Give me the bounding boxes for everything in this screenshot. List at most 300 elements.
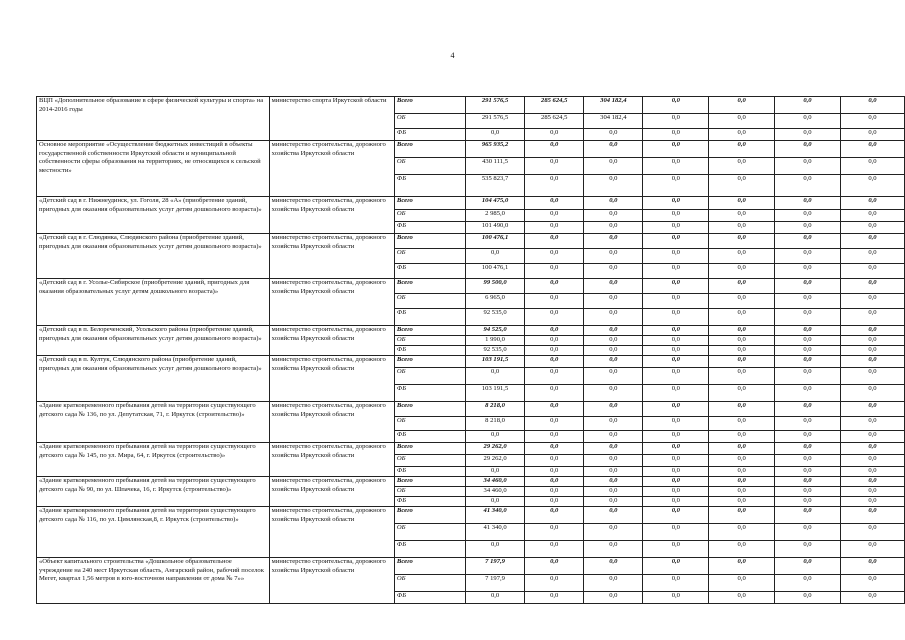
amount-cell: 0,0: [709, 368, 775, 385]
table-row: [37, 402, 905, 417]
amount-cell: 0,0: [643, 575, 709, 592]
amount-cell: 0,0: [840, 294, 904, 309]
amount-cell: 0,0: [840, 443, 904, 455]
amount-cell: 0,0: [709, 249, 775, 264]
amount-cell: 29 262,0: [466, 455, 525, 467]
amount-cell: 0,0: [709, 158, 775, 175]
amount-cell: 0,0: [775, 477, 841, 487]
amount-cell: 0,0: [775, 210, 841, 222]
amount-cell: 0,0: [775, 264, 841, 279]
amount-cell: 0,0: [643, 264, 709, 279]
funding-source-cell: Всего: [394, 279, 465, 294]
amount-cell: 0,0: [775, 249, 841, 264]
responsible-executor-cell: министерство строительства, дорожного хозяйства Иркутской области: [269, 141, 394, 197]
amount-cell: 0,0: [709, 417, 775, 431]
amount-cell: 0,0: [525, 356, 584, 368]
amount-cell: 104 475,0: [466, 197, 525, 210]
amount-cell: 0,0: [775, 114, 841, 129]
amount-cell: 0,0: [643, 455, 709, 467]
amount-cell: 0,0: [525, 129, 584, 141]
amount-cell: 0,0: [643, 402, 709, 417]
funding-source-cell: Всего: [394, 507, 465, 524]
amount-cell: 0,0: [584, 385, 643, 402]
amount-cell: 0,0: [584, 541, 643, 558]
amount-cell: 0,0: [840, 264, 904, 279]
amount-cell: 0,0: [840, 97, 904, 114]
program-name-cell: «Здание кратковременного пребывания детей на территории существующего детского сада № 90, по ул. Шпачека, 16, г. Иркутск (строительство)»: [37, 477, 270, 507]
program-name-cell: «Здание кратковременного пребывания детей на территории существующего детского сада № 145, по ул. Мира, 64, г. Иркутск (строительство)»: [37, 443, 270, 477]
amount-cell: 0,0: [709, 279, 775, 294]
amount-cell: 0,0: [775, 158, 841, 175]
amount-cell: 0,0: [584, 497, 643, 507]
program-name-cell: «Детский сад в п. Белореченский, Усольского района (приобретение зданий, пригодных для оказания образовательных услуг детям дошкольного возраста)»: [37, 326, 270, 356]
amount-cell: 0,0: [584, 234, 643, 249]
amount-cell: 0,0: [525, 368, 584, 385]
amount-cell: 0,0: [840, 309, 904, 326]
amount-cell: 34 460,0: [466, 477, 525, 487]
amount-cell: 0,0: [709, 477, 775, 487]
amount-cell: 0,0: [466, 467, 525, 477]
amount-cell: 0,0: [525, 336, 584, 346]
amount-cell: 0,0: [775, 455, 841, 467]
amount-cell: 0,0: [709, 141, 775, 158]
table-row: [37, 356, 905, 368]
responsible-executor-cell: министерство строительства, дорожного хозяйства Иркутской области: [269, 558, 394, 604]
amount-cell: 0,0: [525, 431, 584, 443]
table-row: [37, 326, 905, 336]
amount-cell: 0,0: [525, 326, 584, 336]
responsible-executor-cell: министерство строительства, дорожного хозяйства Иркутской области: [269, 234, 394, 279]
program-name-cell: «Объект капитального строительства «Дошкольное образовательное учреждение на 240 мест Иркутская область, Ангарский район, рабочий поселок Мегет, квартал 1,56 метров в юго-восточном направлении от дома № 7»»: [37, 558, 270, 604]
amount-cell: 0,0: [775, 524, 841, 541]
amount-cell: 0,0: [643, 346, 709, 356]
amount-cell: 0,0: [466, 431, 525, 443]
amount-cell: 0,0: [584, 455, 643, 467]
amount-cell: 0,0: [709, 592, 775, 604]
amount-cell: 0,0: [775, 141, 841, 158]
amount-cell: 0,0: [840, 346, 904, 356]
funding-source-cell: ОБ: [394, 294, 465, 309]
amount-cell: 0,0: [709, 222, 775, 234]
amount-cell: 0,0: [775, 197, 841, 210]
amount-cell: 0,0: [584, 467, 643, 477]
amount-cell: 0,0: [775, 385, 841, 402]
amount-cell: 0,0: [709, 346, 775, 356]
amount-cell: 0,0: [643, 336, 709, 346]
amount-cell: 0,0: [643, 210, 709, 222]
amount-cell: 0,0: [775, 309, 841, 326]
program-name-cell: ВЦП «Дополнительное образование в сфере физической культуры и спорта» на 2014-2016 годы: [37, 97, 270, 141]
amount-cell: 0,0: [840, 279, 904, 294]
amount-cell: 0,0: [840, 592, 904, 604]
amount-cell: 0,0: [525, 541, 584, 558]
table-row: [37, 477, 905, 487]
responsible-executor-cell: министерство строительства, дорожного хозяйства Иркутской области: [269, 477, 394, 507]
amount-cell: 0,0: [643, 141, 709, 158]
amount-cell: 0,0: [775, 222, 841, 234]
amount-cell: 0,0: [584, 210, 643, 222]
amount-cell: 0,0: [525, 455, 584, 467]
responsible-executor-cell: министерство строительства, дорожного хозяйства Иркутской области: [269, 402, 394, 443]
amount-cell: 285 624,5: [525, 114, 584, 129]
funding-source-cell: ФБ: [394, 592, 465, 604]
amount-cell: 0,0: [775, 497, 841, 507]
amount-cell: 0,0: [584, 326, 643, 336]
funding-source-cell: ФБ: [394, 346, 465, 356]
responsible-executor-cell: министерство строительства, дорожного хозяйства Иркутской области: [269, 279, 394, 326]
amount-cell: 0,0: [525, 417, 584, 431]
amount-cell: 0,0: [643, 356, 709, 368]
amount-cell: 0,0: [525, 346, 584, 356]
amount-cell: 0,0: [643, 487, 709, 497]
amount-cell: 0,0: [709, 294, 775, 309]
table-row: [37, 507, 905, 524]
amount-cell: 0,0: [709, 264, 775, 279]
amount-cell: 0,0: [709, 175, 775, 197]
amount-cell: 0,0: [584, 524, 643, 541]
amount-cell: 0,0: [775, 541, 841, 558]
amount-cell: 0,0: [709, 507, 775, 524]
amount-cell: 0,0: [840, 175, 904, 197]
responsible-executor-cell: министерство строительства, дорожного хозяйства Иркутской области: [269, 443, 394, 477]
amount-cell: 0,0: [775, 487, 841, 497]
amount-cell: 0,0: [643, 114, 709, 129]
amount-cell: 0,0: [584, 443, 643, 455]
amount-cell: 0,0: [584, 222, 643, 234]
funding-source-cell: ФБ: [394, 222, 465, 234]
funding-source-cell: ФБ: [394, 497, 465, 507]
amount-cell: 0,0: [840, 356, 904, 368]
funding-source-cell: ФБ: [394, 431, 465, 443]
funding-source-cell: ОБ: [394, 249, 465, 264]
funding-source-cell: ОБ: [394, 487, 465, 497]
funding-source-cell: Всего: [394, 402, 465, 417]
amount-cell: 0,0: [584, 575, 643, 592]
amount-cell: 0,0: [525, 487, 584, 497]
amount-cell: 0,0: [525, 309, 584, 326]
amount-cell: 0,0: [643, 592, 709, 604]
amount-cell: 8 218,0: [466, 417, 525, 431]
amount-cell: 0,0: [584, 158, 643, 175]
amount-cell: 0,0: [525, 197, 584, 210]
amount-cell: 0,0: [525, 592, 584, 604]
amount-cell: 0,0: [775, 326, 841, 336]
amount-cell: 0,0: [643, 197, 709, 210]
amount-cell: 0,0: [775, 129, 841, 141]
amount-cell: 0,0: [584, 592, 643, 604]
amount-cell: 0,0: [643, 175, 709, 197]
amount-cell: 7 197,9: [466, 558, 525, 575]
amount-cell: 0,0: [525, 497, 584, 507]
funding-source-cell: ФБ: [394, 175, 465, 197]
funding-source-cell: ОБ: [394, 417, 465, 431]
amount-cell: 0,0: [709, 455, 775, 467]
amount-cell: 0,0: [643, 234, 709, 249]
amount-cell: 0,0: [840, 114, 904, 129]
amount-cell: 0,0: [709, 129, 775, 141]
amount-cell: 285 624,5: [525, 97, 584, 114]
amount-cell: 0,0: [525, 210, 584, 222]
table-row: [37, 197, 905, 210]
amount-cell: 0,0: [525, 402, 584, 417]
amount-cell: 0,0: [709, 114, 775, 129]
amount-cell: 0,0: [840, 336, 904, 346]
funding-source-cell: ФБ: [394, 385, 465, 402]
amount-cell: 0,0: [643, 326, 709, 336]
amount-cell: 0,0: [840, 141, 904, 158]
amount-cell: 0,0: [840, 477, 904, 487]
amount-cell: 103 191,5: [466, 356, 525, 368]
amount-cell: 0,0: [643, 222, 709, 234]
amount-cell: 0,0: [643, 507, 709, 524]
amount-cell: 0,0: [775, 279, 841, 294]
amount-cell: 0,0: [709, 467, 775, 477]
amount-cell: 8 218,0: [466, 402, 525, 417]
amount-cell: 0,0: [466, 541, 525, 558]
amount-cell: 304 182,4: [584, 97, 643, 114]
amount-cell: 1 990,0: [466, 336, 525, 346]
amount-cell: 0,0: [525, 264, 584, 279]
amount-cell: 0,0: [466, 249, 525, 264]
amount-cell: 0,0: [840, 326, 904, 336]
funding-source-cell: ФБ: [394, 129, 465, 141]
amount-cell: 0,0: [643, 467, 709, 477]
amount-cell: 0,0: [840, 497, 904, 507]
funding-source-cell: ФБ: [394, 264, 465, 279]
amount-cell: 0,0: [584, 431, 643, 443]
program-name-cell: «Здание кратковременного пребывания детей на территории существующего детского сада № 116, по ул. Цимлянская,8, г. Иркутск (строительство)»: [37, 507, 270, 558]
amount-cell: 0,0: [584, 175, 643, 197]
amount-cell: 0,0: [709, 541, 775, 558]
amount-cell: 0,0: [643, 294, 709, 309]
amount-cell: 535 823,7: [466, 175, 525, 197]
amount-cell: 0,0: [643, 97, 709, 114]
amount-cell: 0,0: [525, 175, 584, 197]
amount-cell: 0,0: [466, 368, 525, 385]
amount-cell: 0,0: [775, 417, 841, 431]
amount-cell: 0,0: [643, 309, 709, 326]
amount-cell: 0,0: [775, 467, 841, 477]
amount-cell: 0,0: [709, 210, 775, 222]
amount-cell: 0,0: [775, 294, 841, 309]
amount-cell: 2 985,0: [466, 210, 525, 222]
amount-cell: 101 490,0: [466, 222, 525, 234]
amount-cell: 0,0: [643, 129, 709, 141]
amount-cell: 0,0: [775, 575, 841, 592]
amount-cell: 0,0: [840, 249, 904, 264]
amount-cell: 0,0: [643, 279, 709, 294]
program-name-cell: «Детский сад в г. Нижнеудинск, ул. Гоголя, 28 «А» (приобретение зданий, пригодных для оказания образовательных услуг детям дошкольного возраста)»: [37, 197, 270, 234]
amount-cell: 0,0: [709, 97, 775, 114]
amount-cell: 0,0: [584, 346, 643, 356]
amount-cell: 0,0: [709, 309, 775, 326]
amount-cell: 0,0: [525, 294, 584, 309]
amount-cell: 0,0: [525, 222, 584, 234]
amount-cell: 0,0: [584, 249, 643, 264]
amount-cell: 0,0: [525, 141, 584, 158]
amount-cell: 0,0: [584, 417, 643, 431]
amount-cell: 0,0: [775, 431, 841, 443]
funding-source-cell: ОБ: [394, 575, 465, 592]
amount-cell: 29 262,0: [466, 443, 525, 455]
amount-cell: 0,0: [775, 558, 841, 575]
amount-cell: 0,0: [525, 249, 584, 264]
amount-cell: 0,0: [840, 431, 904, 443]
amount-cell: 0,0: [840, 575, 904, 592]
amount-cell: 99 500,0: [466, 279, 525, 294]
funding-source-cell: Всего: [394, 97, 465, 114]
responsible-executor-cell: министерство строительства, дорожного хозяйства Иркутской области: [269, 356, 394, 402]
amount-cell: 0,0: [584, 294, 643, 309]
amount-cell: 0,0: [709, 356, 775, 368]
amount-cell: 0,0: [525, 524, 584, 541]
amount-cell: 0,0: [840, 234, 904, 249]
amount-cell: 0,0: [643, 497, 709, 507]
amount-cell: 0,0: [840, 467, 904, 477]
responsible-executor-cell: министерство строительства, дорожного хозяйства Иркутской области: [269, 507, 394, 558]
funding-source-cell: Всего: [394, 326, 465, 336]
amount-cell: 0,0: [840, 368, 904, 385]
funding-source-cell: Всего: [394, 234, 465, 249]
amount-cell: 0,0: [643, 158, 709, 175]
amount-cell: 0,0: [525, 158, 584, 175]
amount-cell: 0,0: [584, 356, 643, 368]
amount-cell: 0,0: [709, 336, 775, 346]
amount-cell: 92 535,0: [466, 309, 525, 326]
funding-source-cell: ОБ: [394, 336, 465, 346]
responsible-executor-cell: министерство спорта Иркутской области: [269, 97, 394, 141]
amount-cell: 0,0: [643, 249, 709, 264]
funding-source-cell: Всего: [394, 141, 465, 158]
amount-cell: 0,0: [840, 197, 904, 210]
amount-cell: 0,0: [525, 575, 584, 592]
program-name-cell: Основное мероприятие «Осуществление бюджетных инвестиций в объекты государственной собственности Иркутской области и муниципальной собственности сферы образования на территориях, не относящихся к сельской местности»: [37, 141, 270, 197]
amount-cell: 0,0: [584, 487, 643, 497]
amount-cell: 0,0: [584, 368, 643, 385]
funding-source-cell: ОБ: [394, 114, 465, 129]
amount-cell: 0,0: [709, 443, 775, 455]
amount-cell: 0,0: [775, 356, 841, 368]
amount-cell: 6 965,0: [466, 294, 525, 309]
funding-source-cell: ОБ: [394, 524, 465, 541]
amount-cell: 0,0: [643, 477, 709, 487]
amount-cell: 0,0: [525, 558, 584, 575]
amount-cell: 0,0: [584, 141, 643, 158]
amount-cell: 100 476,1: [466, 234, 525, 249]
amount-cell: 34 460,0: [466, 487, 525, 497]
amount-cell: 0,0: [840, 524, 904, 541]
program-name-cell: «Детский сад в г. Слюдянка, Слюдянского района (приобретение зданий, пригодных для оказания образовательных услуг детям дошкольного возраста)»: [37, 234, 270, 279]
amount-cell: 0,0: [840, 455, 904, 467]
amount-cell: 0,0: [584, 336, 643, 346]
amount-cell: 304 182,4: [584, 114, 643, 129]
amount-cell: 0,0: [840, 385, 904, 402]
amount-cell: 0,0: [840, 210, 904, 222]
amount-cell: 0,0: [775, 97, 841, 114]
amount-cell: 0,0: [525, 507, 584, 524]
table-row: [37, 234, 905, 249]
amount-cell: 100 476,1: [466, 264, 525, 279]
amount-cell: 0,0: [525, 279, 584, 294]
amount-cell: 0,0: [840, 541, 904, 558]
program-name-cell: «Здание кратковременного пребывания детей на территории существующего детского сада № 136, по ул. Депутатская, 71, г. Иркутск (строительство)»: [37, 402, 270, 443]
amount-cell: 0,0: [709, 558, 775, 575]
amount-cell: 94 525,0: [466, 326, 525, 336]
funding-source-cell: Всего: [394, 197, 465, 210]
amount-cell: 0,0: [643, 417, 709, 431]
amount-cell: 0,0: [709, 524, 775, 541]
amount-cell: 0,0: [840, 558, 904, 575]
amount-cell: 0,0: [775, 336, 841, 346]
funding-source-cell: Всего: [394, 477, 465, 487]
amount-cell: 41 340,0: [466, 524, 525, 541]
amount-cell: 0,0: [584, 129, 643, 141]
amount-cell: 291 576,5: [466, 97, 525, 114]
amount-cell: 0,0: [584, 264, 643, 279]
page-number: 4: [450, 51, 455, 60]
amount-cell: 0,0: [643, 431, 709, 443]
amount-cell: 0,0: [840, 402, 904, 417]
amount-cell: 0,0: [525, 385, 584, 402]
amount-cell: 0,0: [584, 309, 643, 326]
amount-cell: 0,0: [775, 507, 841, 524]
amount-cell: 0,0: [643, 524, 709, 541]
amount-cell: 0,0: [709, 234, 775, 249]
table-row: [37, 141, 905, 158]
table-row: [37, 443, 905, 455]
amount-cell: 0,0: [840, 417, 904, 431]
amount-cell: 7 197,9: [466, 575, 525, 592]
amount-cell: 0,0: [709, 497, 775, 507]
amount-cell: 0,0: [643, 385, 709, 402]
funding-source-cell: Всего: [394, 558, 465, 575]
amount-cell: 0,0: [775, 443, 841, 455]
table-row: [37, 97, 905, 114]
budget-table: [36, 96, 905, 604]
amount-cell: 0,0: [643, 368, 709, 385]
amount-cell: 965 935,2: [466, 141, 525, 158]
amount-cell: 0,0: [584, 279, 643, 294]
amount-cell: 0,0: [840, 507, 904, 524]
amount-cell: 0,0: [775, 175, 841, 197]
amount-cell: 0,0: [643, 541, 709, 558]
amount-cell: 0,0: [525, 234, 584, 249]
amount-cell: 0,0: [466, 129, 525, 141]
amount-cell: 0,0: [584, 402, 643, 417]
amount-cell: 0,0: [775, 402, 841, 417]
funding-source-cell: Всего: [394, 356, 465, 368]
amount-cell: 0,0: [643, 443, 709, 455]
amount-cell: 0,0: [775, 234, 841, 249]
amount-cell: 0,0: [584, 507, 643, 524]
amount-cell: 0,0: [584, 558, 643, 575]
program-name-cell: «Детский сад в п. Култук, Слюдянского района (приобретение зданий, пригодных для оказания образовательных услуг детям дошкольного возраста)»: [37, 356, 270, 402]
responsible-executor-cell: министерство строительства, дорожного хозяйства Иркутской области: [269, 326, 394, 356]
amount-cell: 430 111,5: [466, 158, 525, 175]
amount-cell: 0,0: [525, 443, 584, 455]
amount-cell: 0,0: [709, 431, 775, 443]
amount-cell: 0,0: [525, 467, 584, 477]
funding-source-cell: ОБ: [394, 210, 465, 222]
amount-cell: 0,0: [775, 368, 841, 385]
table-row: [37, 558, 905, 575]
amount-cell: 0,0: [709, 197, 775, 210]
amount-cell: 0,0: [840, 222, 904, 234]
amount-cell: 0,0: [840, 158, 904, 175]
amount-cell: 0,0: [466, 592, 525, 604]
amount-cell: 0,0: [643, 558, 709, 575]
amount-cell: 0,0: [775, 346, 841, 356]
